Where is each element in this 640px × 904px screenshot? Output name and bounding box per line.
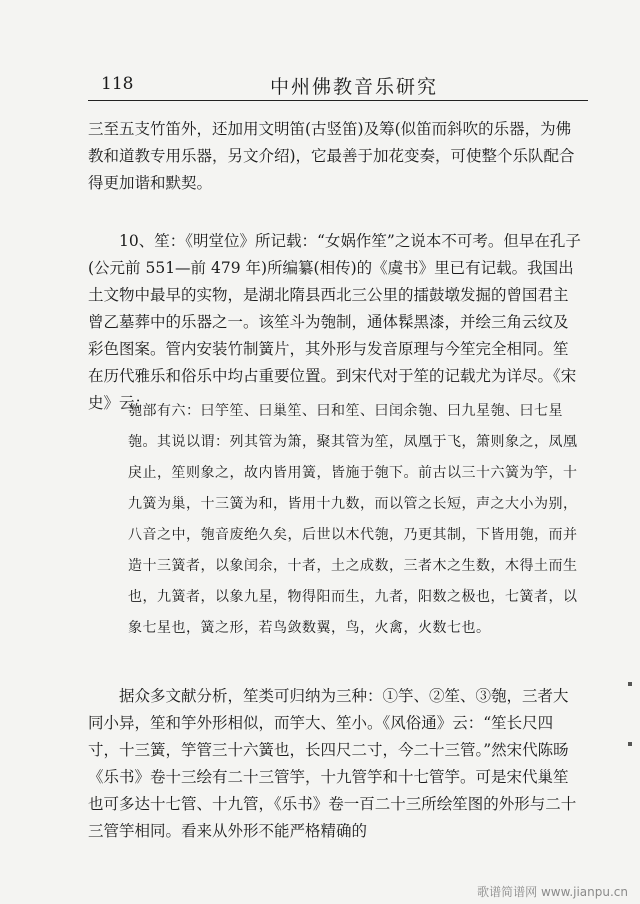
paragraph-2: 10、笙：《明堂位》所记载：“女娲作笙”之说本不可考。但早在孔子(公元前 551—前 479 年)所编纂(相传)的《虞书》里已有记载。我国出土文物中最早的实物，是湖北隋县西北三公里的擂鼓墩发掘的曾国君主曾乙墓葬中的乐器之一。该笙斗为匏制，通体髹黑漆，并绘三角云纹及彩色图案。管内安装竹制簧片，其外形与发音原理与今笙完全相同。笙在历代雅乐和俗乐中均占重要位置。到宋代对于笙的记载尤为详尽。《宋史》云： bbox=[88, 232, 581, 412]
edge-mark bbox=[628, 682, 632, 686]
page-number: 118 bbox=[101, 74, 134, 94]
edge-mark bbox=[628, 742, 632, 746]
watermark: 歌谱简谱网 www.jianpu.cn bbox=[477, 885, 628, 899]
running-head-title: 中州佛教音乐研究 bbox=[270, 76, 439, 98]
paragraph-1: 三至五支竹笛外，还加用文明笛(古竖笛)及筹(似笛而斜吹的乐器，为佛教和道教专用乐器，另文介绍)，它最善于加花变奏，可使整个乐队配合得更加谐和默契。 bbox=[88, 120, 575, 192]
header-rule bbox=[88, 100, 588, 101]
block-quote: 匏部有六：曰竽笙、曰巢笙、曰和笙、曰闰余匏、曰九星匏、曰七星匏。其说以谓：列其管为箫，聚其管为笙，凤凰于飞，箫则象之，凤凰戾止，笙则象之，故内皆用簧，皆施于匏下。前古以三十六簧为竽，十九簧为巢，十三簧为和，皆用十九数，而以管之长短，声之大小为别，八音之中，匏音废绝久矣，后世以木代匏，乃更其制，下皆用匏，而并造十三簧者，以象闰余，十者，土之成数，三者木之生数，木得土而生也，九簧者，以象九星，物得阳而生，九者，阳数之极也，七簧者，以象七星也，簧之形，若鸟敛数翼，鸟，火禽，火数七也。 bbox=[128, 403, 578, 636]
paragraph-3: 据众多文献分析，笙类可归纳为三种：①竽、②笙、③匏，三者大同小异，笙和竽外形相似，而竽大、笙小。《风俗通》云：“笙长尺四寸，十三簧，竽管三十六簧也，长四尺二寸，今二十三管。”然宋代陈旸《乐书》卷十三绘有二十三管竽，十九管竽和十七管竽。可是宋代巢笙也可多达十七管、十九管，《乐书》卷一百二十三所绘笙图的外形与二十三管竽相同。看来从外形不能严格精确的 bbox=[88, 687, 577, 840]
